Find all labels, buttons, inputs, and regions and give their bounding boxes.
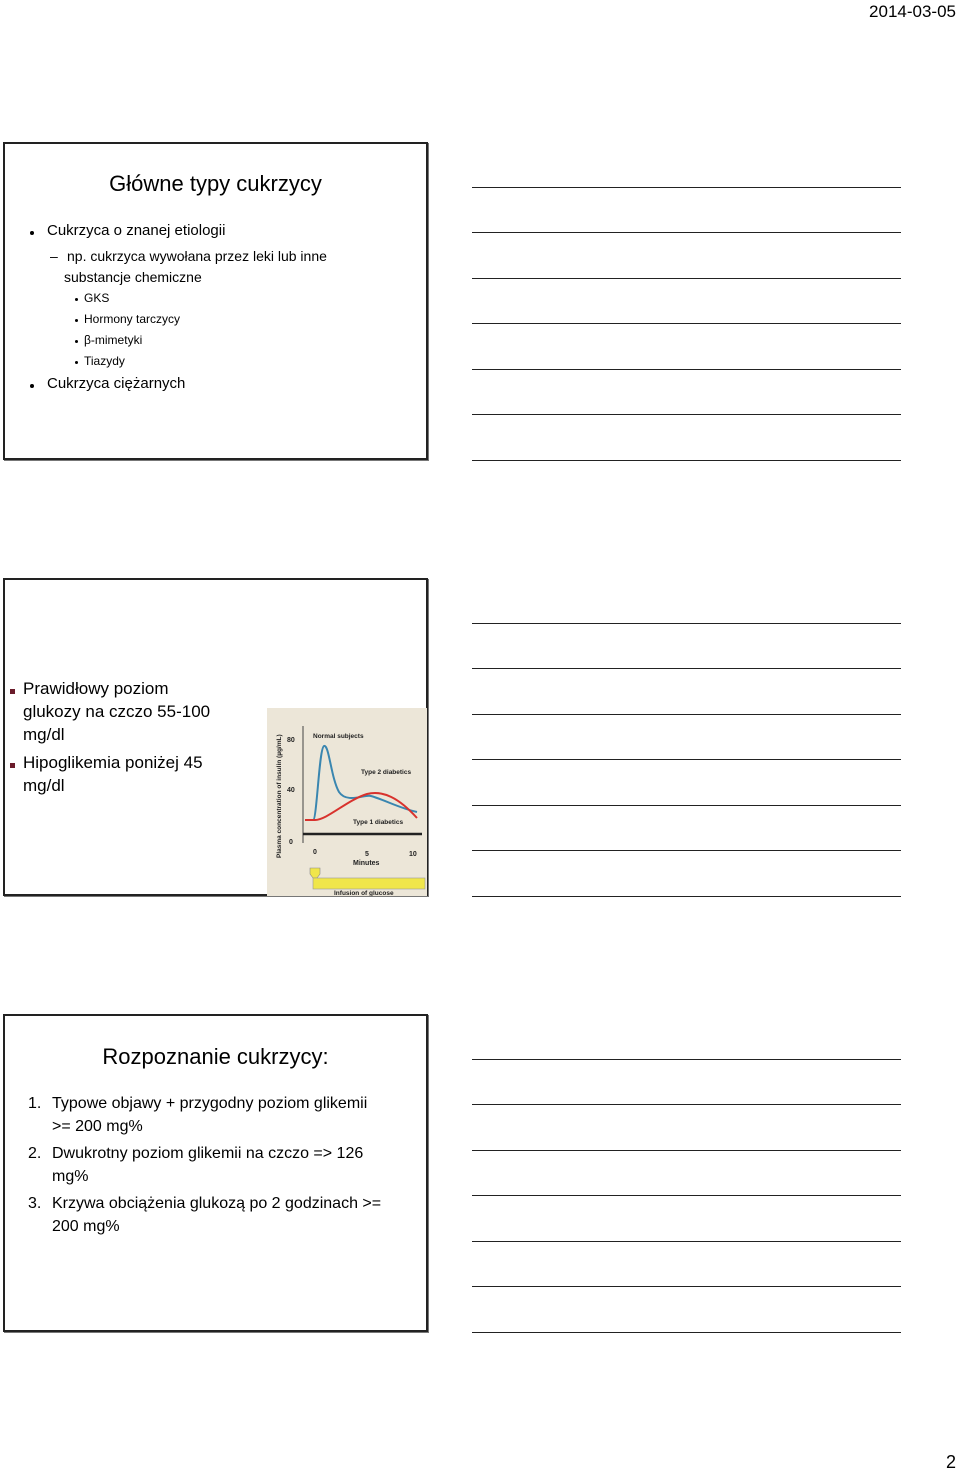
- note-line: [472, 896, 901, 897]
- infusion-bar: [313, 878, 425, 889]
- note-line: [472, 1059, 901, 1060]
- ytick-0: 0: [289, 839, 293, 846]
- item-number: 1.: [28, 1095, 42, 1112]
- item-gks: GKS: [84, 291, 110, 305]
- print-date: 2014-03-05: [869, 2, 956, 21]
- sub-bullet-line1: np. cukrzyca wywołana przez leki lub inne: [67, 248, 327, 264]
- text-normal-glucose-l2: glukozy na czczo 55-100: [23, 702, 211, 721]
- text-hypoglycemia-l2: mg/dl: [23, 776, 65, 795]
- ytick-40: 40: [287, 787, 295, 794]
- note-line: [472, 1150, 901, 1151]
- text-hypoglycemia-l1: Hipoglikemia poniżej 45: [23, 753, 203, 772]
- bullet-dot: [75, 340, 78, 343]
- bullet-dot: [30, 231, 34, 235]
- note-line: [472, 714, 901, 715]
- bullet-dot: [75, 319, 78, 322]
- slide-main-diabetes-types: [3, 142, 428, 460]
- figure-xlabel: Minutes: [353, 860, 380, 867]
- slide-diagnosis: [3, 1014, 428, 1332]
- item-thyroid-hormones: Hormony tarczycy: [84, 312, 181, 326]
- diagnosis-item-3-line1: Krzywa obciążenia glukozą po 2 godzinach >=: [52, 1195, 382, 1212]
- slide-title: Rozpoznanie cukrzycy:: [102, 1044, 329, 1069]
- xtick-10: 10: [409, 851, 417, 858]
- note-line: [472, 278, 901, 279]
- bullet-known-etiology: Cukrzyca o znanej etiologii: [47, 222, 226, 239]
- note-line: [472, 1286, 901, 1287]
- note-line: [472, 850, 901, 851]
- slide-title: Główne typy cukrzycy: [109, 171, 322, 196]
- dash-marker: –: [50, 248, 58, 264]
- note-line: [472, 623, 901, 624]
- label-type2-diabetics: Type 2 diabetics: [361, 769, 412, 776]
- note-line: [472, 323, 901, 324]
- xtick-0: 0: [313, 849, 317, 856]
- diagnosis-item-2-line1: Dwukrotny poziom glikemii na czczo => 126: [52, 1145, 364, 1162]
- bullet-gestational: Cukrzyca ciężarnych: [47, 375, 186, 392]
- bullet-square: [10, 763, 15, 768]
- note-line: [472, 1241, 901, 1242]
- note-line: [472, 369, 901, 370]
- ytick-80: 80: [287, 737, 295, 744]
- note-line: [472, 460, 901, 461]
- label-normal-subjects: Normal subjects: [313, 733, 364, 740]
- diagnosis-item-1-line1: Typowe objawy + przygodny poziom glikemii: [52, 1095, 368, 1112]
- note-line: [472, 232, 901, 233]
- item-thiazides: Tiazydy: [84, 354, 125, 368]
- infusion-bag-icon: [310, 868, 320, 878]
- label-infusion: Infusion of glucose: [334, 890, 394, 896]
- note-line: [472, 805, 901, 806]
- item-beta-mimetics: β-mimetyki: [84, 333, 143, 347]
- note-line: [472, 1104, 901, 1105]
- text-normal-glucose-l3: mg/dl: [23, 725, 65, 744]
- label-type1-diabetics: Type 1 diabetics: [353, 819, 404, 826]
- note-line: [472, 668, 901, 669]
- diagnosis-item-2-line2: mg%: [52, 1168, 89, 1185]
- slide-glucose-levels: [3, 578, 428, 896]
- sub-bullet-line2: substancje chemiczne: [64, 269, 202, 285]
- bullet-square: [10, 689, 15, 694]
- diagnosis-item-3-line2: 200 mg%: [52, 1218, 120, 1235]
- item-number: 3.: [28, 1195, 42, 1212]
- figure-ylabel: Plasma concentration of insulin (µg/mL): [276, 734, 283, 858]
- text-normal-glucose-l1: Prawidłowy poziom: [23, 679, 169, 698]
- item-number: 2.: [28, 1145, 42, 1162]
- note-line: [472, 414, 901, 415]
- bullet-dot: [75, 361, 78, 364]
- bullet-dot: [30, 384, 34, 388]
- diagnosis-item-1-line2: >= 200 mg%: [52, 1118, 143, 1135]
- bullet-dot: [75, 298, 78, 301]
- page-number: 2: [945, 1452, 956, 1472]
- note-line: [472, 1332, 901, 1333]
- note-line: [472, 759, 901, 760]
- note-line: [472, 187, 901, 188]
- insulin-response-figure: [267, 708, 427, 896]
- note-line: [472, 1195, 901, 1196]
- xtick-5: 5: [365, 851, 369, 858]
